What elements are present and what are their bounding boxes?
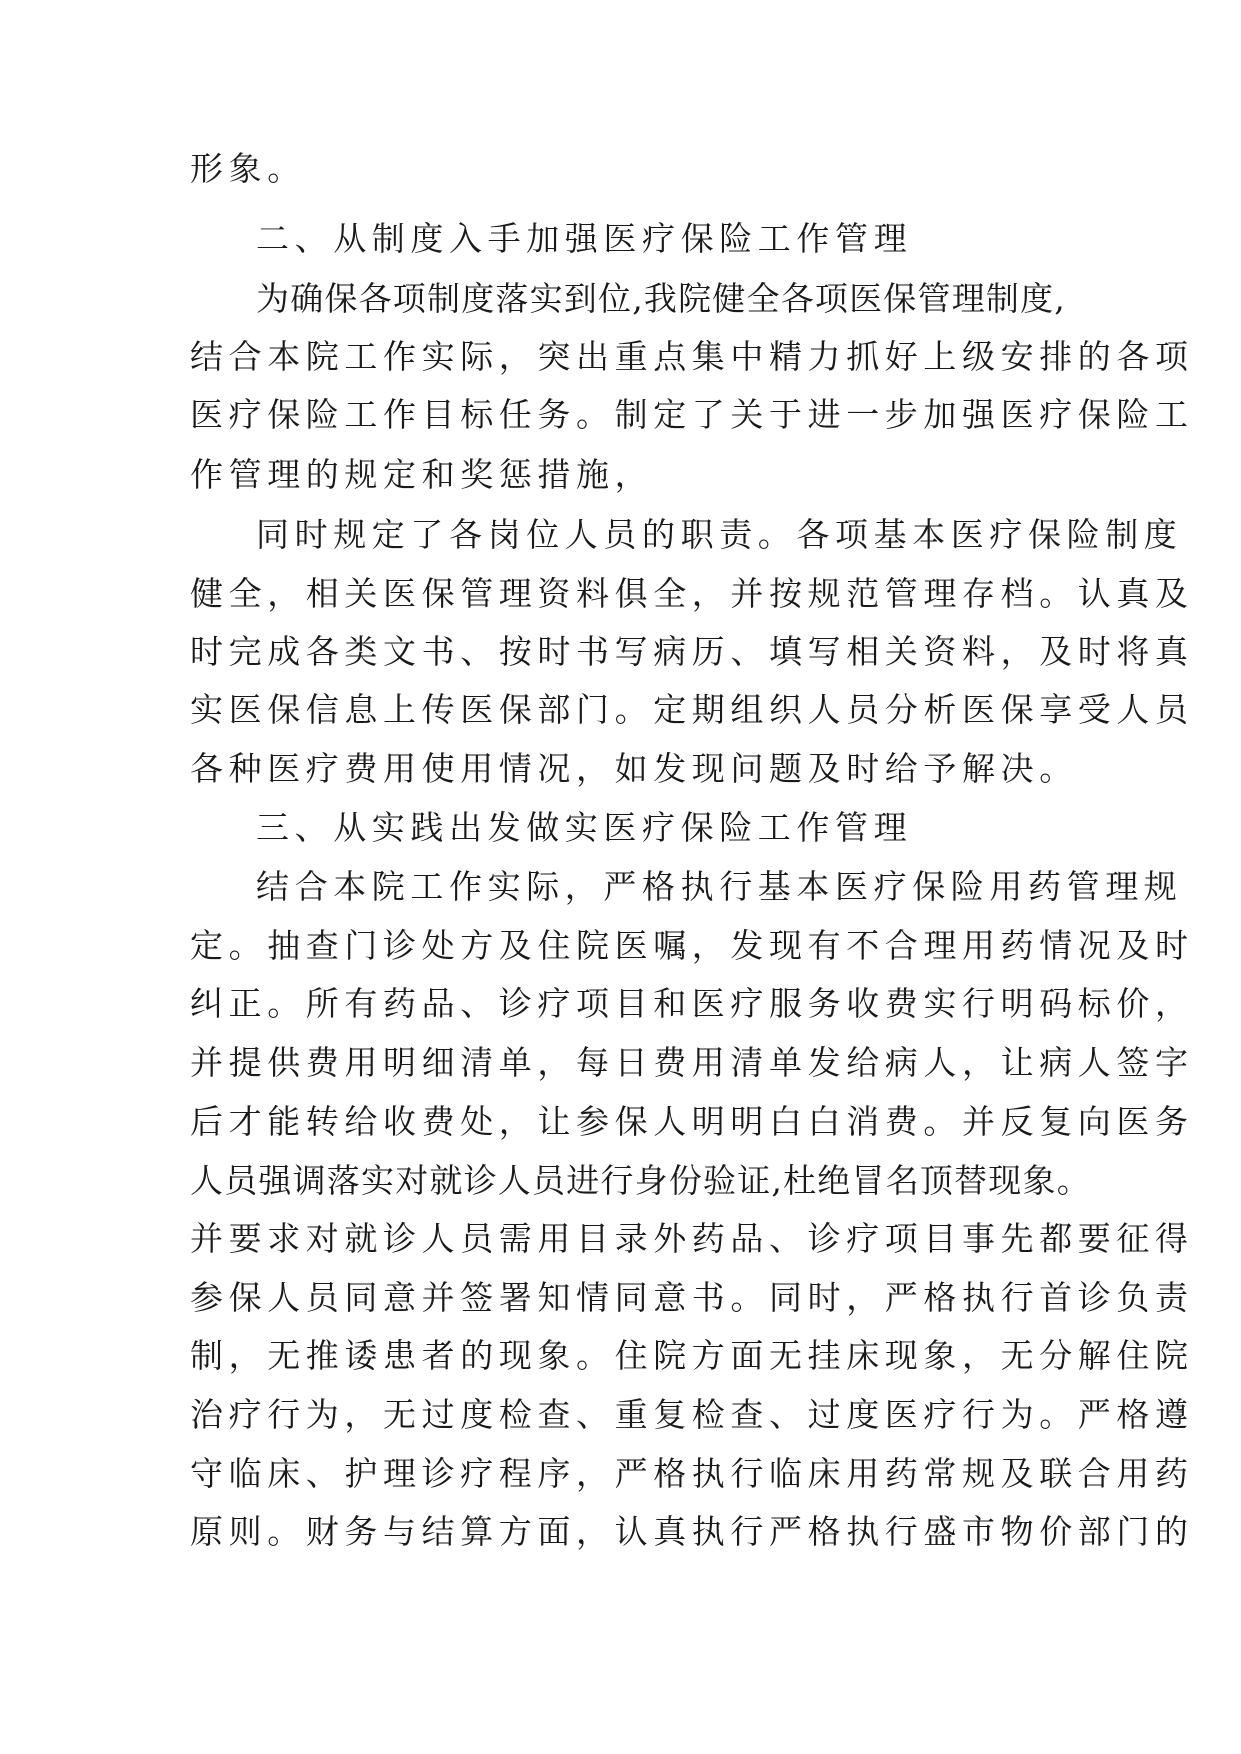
body-text-line: 同时规定了各岗位人员的职责。各项基本医疗保险制度 [256,515,1183,554]
body-text-line: 定。抽查门诊处方及住院医嘱，发现有不合理用药情况及时 [190,926,1194,965]
body-text-line: 治疗行为，无过度检查、重复检查、过度医疗行为。严格遵 [190,1395,1194,1434]
body-text-line: 结合本院工作实际，严格执行基本医疗保险用药管理规 [256,867,1183,906]
body-text-line: 参保人员同意并签署知情同意书。同时，严格执行首诊负责 [190,1278,1194,1317]
body-text-line: 并提供费用明细清单，每日费用清单发给病人，让病人签字 [190,1043,1194,1082]
body-text-line: 为确保各项制度落实到位,我院健全各项医保管理制度, [256,279,1066,318]
body-text-line: 纠正。所有药品、诊疗项目和医疗服务收费实行明码标价， [190,984,1194,1023]
body-text-line: 后才能转给收费处，让参保人明明白白消费。并反复向医务 [190,1102,1194,1141]
body-text-line: 并要求对就诊人员需用目录外药品、诊疗项目事先都要征得 [190,1219,1194,1258]
body-text-line: 实医保信息上传医保部门。定期组织人员分析医保享受人员 [190,690,1194,729]
body-text-line: 人员强调落实对就诊人员进行身份验证,杜绝冒名顶替现象。 [190,1161,1091,1200]
body-text-line: 结合本院工作实际，突出重点集中精力抓好上级安排的各项 [190,337,1194,376]
body-text-line: 医疗保险工作目标任务。制定了关于进一步加强医疗保险工 [190,395,1194,434]
body-text-line: 时完成各类文书、按时书写病历、填写相关资料，及时将真 [190,632,1194,671]
body-text-line: 守临床、护理诊疗程序，严格执行临床用药常规及联合用药 [190,1454,1194,1493]
section-heading: 二、从制度入手加强医疗保险工作管理 [256,219,913,258]
section-heading: 三、从实践出发做实医疗保险工作管理 [256,808,913,847]
body-text-line: 各种医疗费用使用情况，如发现问题及时给予解决。 [190,749,1078,788]
body-text-line: 形象。 [190,149,306,188]
body-text-line: 作管理的规定和奖惩措施， [190,455,654,494]
body-text-line: 原则。财务与结算方面，认真执行严格执行盛市物价部门的 [190,1512,1194,1551]
body-text-line: 健全，相关医保管理资料俱全，并按规范管理存档。认真及 [190,574,1194,613]
body-text-line: 制，无推诿患者的现象。住院方面无挂床现象，无分解住院 [190,1336,1194,1375]
